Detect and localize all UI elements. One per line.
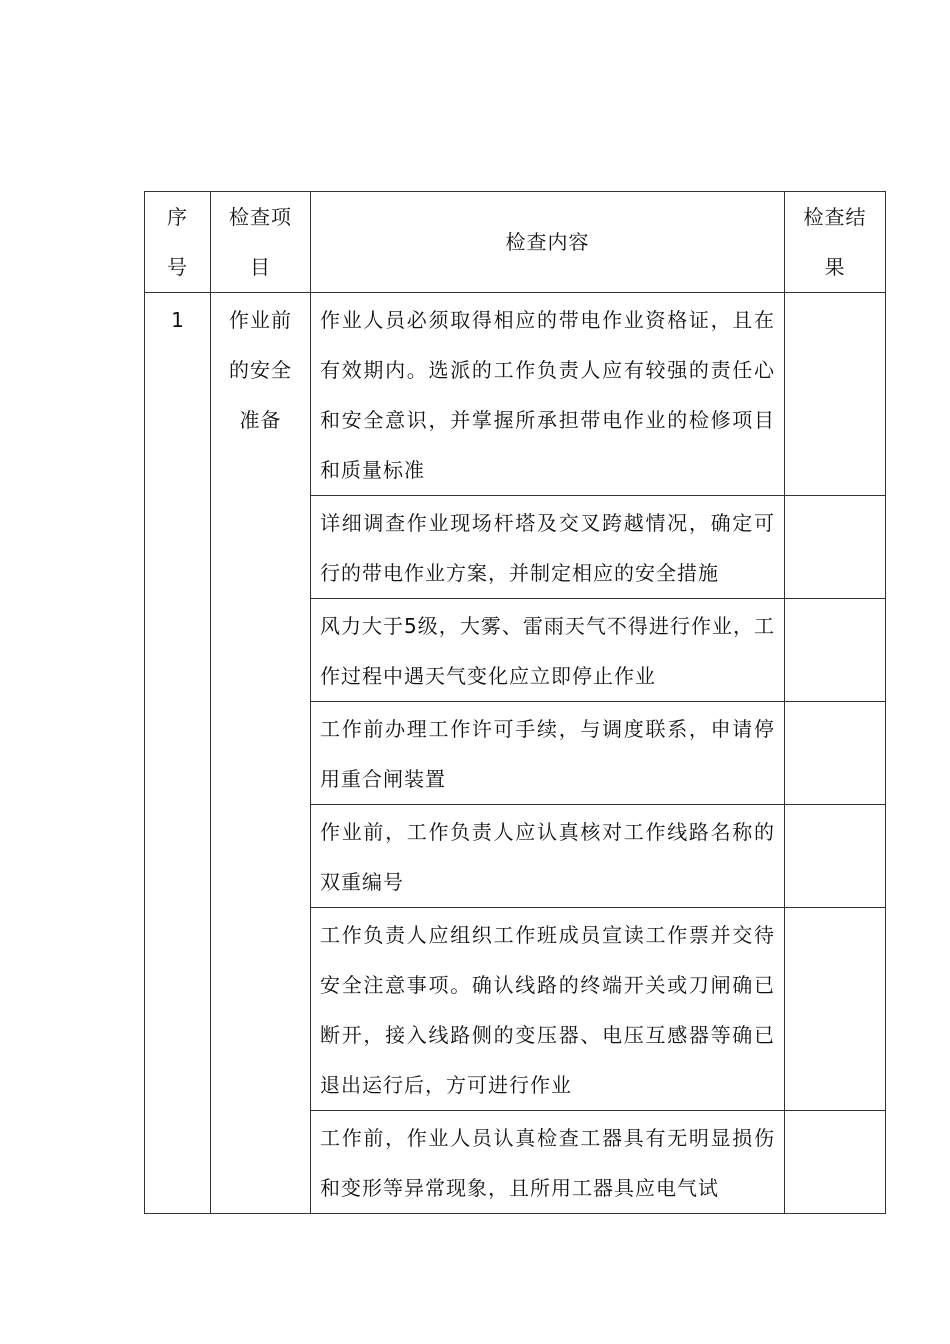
content-cell: 详细调查作业现场杆塔及交叉跨越情况，确定可行的带电作业方案，并制定相应的安全措施 [311,496,785,599]
header-content: 检查内容 [311,192,785,293]
group-item-cell: 作业前的安全准备 [211,293,311,1214]
group-number-cell: 1 [145,293,211,1214]
result-cell[interactable] [785,702,886,805]
content-cell: 工作负责人应组织工作班成员宣读工作票并交待安全注意事项。确认线路的终端开关或刀闸确已断开，接入线路侧的变压器、电压互感器等确已退出运行后，方可进行作业 [311,908,785,1111]
table-row [145,293,886,496]
inspection-checklist-table [144,191,886,1214]
result-cell[interactable] [785,908,886,1111]
result-cell[interactable] [785,599,886,702]
content-cell: 风力大于5级，大雾、雷雨天气不得进行作业，工作过程中遇天气变化应立即停止作业 [311,599,785,702]
table-header-row [145,192,886,293]
result-cell[interactable] [785,805,886,908]
result-cell[interactable] [785,496,886,599]
header-item: 检查项目 [211,192,311,293]
header-no: 序号 [145,192,211,293]
result-cell[interactable] [785,1111,886,1214]
content-cell: 作业前，工作负责人应认真核对工作线路名称的双重编号 [311,805,785,908]
header-result: 检查结果 [785,192,886,293]
content-cell: 作业人员必须取得相应的带电作业资格证，且在有效期内。选派的工作负责人应有较强的责任心和安全意识，并掌握所承担带电作业的检修项目和质量标准 [311,293,785,496]
content-cell: 工作前办理工作许可手续，与调度联系，申请停用重合闸装置 [311,702,785,805]
content-cell: 工作前，作业人员认真检查工器具有无明显损伤和变形等异常现象，且所用工器具应电气试 [311,1111,785,1214]
result-cell[interactable] [785,293,886,496]
